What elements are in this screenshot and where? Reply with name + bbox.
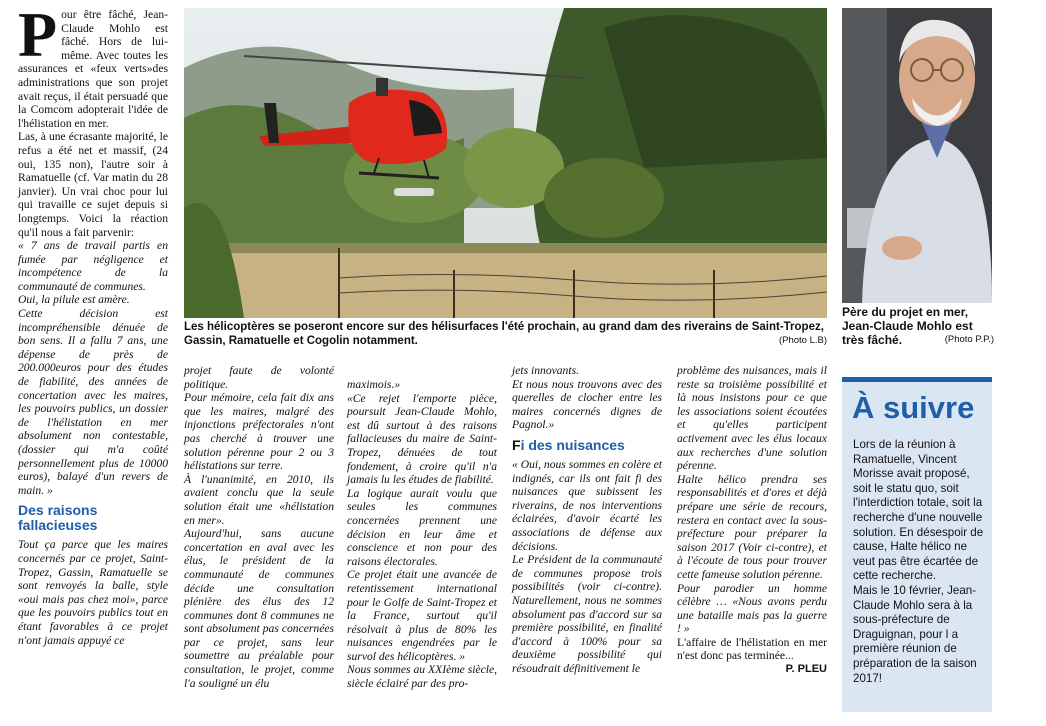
quote-paragraph: «Ce rejet l'emporte pièce, poursuit Jean-Claude Mohlo, est dû surtout à des raisons fallacieuses du maire de Saint-Tropez, dénuées de tout fondement, à croire qu'il n'a jamais lu les études de fiabilité. [347,391,497,487]
portrait-photo [842,8,992,303]
quote-paragraph: Tout ça parce que les maires concernés par ce projet, Saint-Tropez, Gassin, Ramatuelle se sont renvoyés la balle, style «oui mais pas chez moi», parce que les pouvoirs publics tout en étant favorables à ce projet n'ont jamais appuyé ce [18,538,168,647]
paragraph: our être fâché, Jean-Claude Mohlo est fâché. Hors de lui-même. Avec toutes les assurances et «feux verts»des administrations que son projet avait reçus, il était persuadé que la Comcom adopterait l'idée de l'hélistation en mer. [18,8,168,130]
quote-paragraph: Nous sommes au XXIème siècle, siècle éclairé par des pro- [347,663,497,691]
subheading-initial: F [512,436,521,453]
aside-paragraph: Lors de la réunion à Ramatuelle, Vincent Morisse avait proposé, soit le statu quo, soit l'interdiction totale, soit la recherche d'une nouvelle solution. En désespoir de cause, Halte hélico ne veut pas être écartée de cette recherche. [853,438,984,583]
article-column-5 [677,364,827,677]
aside-paragraph: Mais le 10 février, Jean-Claude Mohlo sera à la sous-préfecture de Draguignan, pour l a première réunion de préparation de la saison 2017! [853,583,977,685]
subheading: Des raisons fallacieuses [18,502,98,534]
aside-body [853,438,984,686]
quote-paragraph: La logique aurait voulu que seules les communes concernées prennent une décision en leur âme et conscience et non pour des raisons électorales. [347,486,497,568]
quote-paragraph: projet faute de volonté politique. [184,364,334,391]
aside-box [842,382,992,712]
drop-cap: P [18,0,58,70]
quote-paragraph: « Oui, nous sommes en colère et indignés, car ils ont fait fi des nuisances que subissent les riverains, de nos interventions éclairées, d'avoir écarté les associations de défense aux décisions. [512,457,662,553]
portrait-caption [842,305,994,347]
article-column-1 [18,0,168,647]
closing-text: L'affaire de l'hélistation en mer n'est donc pas terminée... [677,635,827,663]
quote-paragraph: Le Président de la communauté de communes propose trois possibilités (voir ci-contre). Naturellement, nous ne sommes absolument pas d'accord sur sa première possibilité, en finalité d'accord à 100% pour sa deuxième possibilité qui résoudrait définitivement le [512,553,662,675]
quote-paragraph: Et nous nous trouvons avec des querelles de clocher entre les maires concernés dignes de Pagnol.» [512,377,662,432]
quote-paragraph: jets innovants. [512,364,579,377]
quote-paragraph: À l'unanimité, en 2010, ils avaient conclu que la seule solution était une «hélistation en mer». [184,472,334,527]
quote-paragraph: Cette décision est incompréhensible dénuée de bon sens. Il a fallu 7 ans, une dépense de près de 200.000euros pour des études de fiabilité, des années de concertation avec les maires, les pouvoirs publics, un dossier de l'hélistation en mer absolument non contestable, (dossier qui m'a coûté personnellement plus de 10000 euros), balayé d'un revers de main. » [18,307,168,497]
caption-text: Père du projet en mer, Jean-Claude Mohlo est très fâché. [842,305,973,347]
paragraph: Las, à une écrasante majorité, le refus a été net et massif, (24 oui, 135 non), l'autre soir à Ramatuelle (cf. Var matin du 28 janvier). Un vrai choc pour lui qui travaille ce sujet depuis si longtemps. Voici la réaction qu'il nous a fait parvenir: [18,130,168,239]
article-column-2 [184,364,334,690]
helicopter-landscape-image [184,8,827,318]
aside-title: À suivre [852,390,975,425]
article-column-4 [512,364,662,675]
caption-text: Les hélicoptères se poseront encore sur des hélisurfaces l'été prochain, au grand dam des riverains de Saint-Tropez, Gassin, Ramatuelle et Cogolin notamment. [184,321,824,347]
paragraph [677,635,827,676]
quote-paragraph: Halte hélico prendra ses responsabilités et d'ores et déjà prépare une série de recours, restera en contact avec la sous-préfecture pour préparer la saison 2017 (Voir ci-contre), et à l'écoute de tous pour trouver cette fameuse solution pérenne. [677,472,827,581]
quote-paragraph: Pour parodier un homme célèbre … «Nous avons perdu une bataille mais pas la guerre ! » [677,581,827,636]
main-photo-caption [184,320,827,348]
helicopter-photo [184,8,827,318]
quote-paragraph: Oui, la pilule est amère. [18,293,130,307]
quote-paragraph: maximois.» [347,378,401,391]
subheading-text: i des nuisances [520,436,625,453]
subheading [512,438,662,453]
article-column-3 [347,378,497,691]
quote-paragraph: Pour mémoire, cela fait dix ans que les maires, malgré des injonctions préfectorales n'ont pas cherché à trouver une solution pérenne pour 2 ou 3 hélistations sur terre. [184,391,334,473]
quote-paragraph: Ce projet était une avancée de retentissement international pour le Golfe de Saint-Tropez et la France, surtout qu'il résolvait à plus de 80% les nuisances engendrées par le survol des hélicoptères. » [347,568,497,663]
portrait-image [842,8,992,303]
photo-credit: (Photo P.P.) [944,334,994,345]
author-signature: P. PLEU [785,663,827,676]
quote-paragraph: problème des nuisances, mais il reste sa troisième possibilité et là nous insistons pour ce que les associations soient écoutées et qu'elles participent activement avec les élus locaux aux recherches d'une solution pérenne. [677,364,827,473]
quote-paragraph: Aujourd'hui, sans aucune concertation en aval avec les élus, le président de la communauté de communes décide une consultation plénière des élus des 12 communes dont 8 communes ne sont absolument pas concernées par ce projet, sans leur soumettre au préalable pour consultation, le projet, comme l'a souligné un élu [184,527,334,690]
quote-paragraph: « 7 ans de travail partis en fumée par négligence et incompétence de la communauté de communes. [18,239,168,293]
photo-credit: (Photo L.B) [778,335,827,346]
